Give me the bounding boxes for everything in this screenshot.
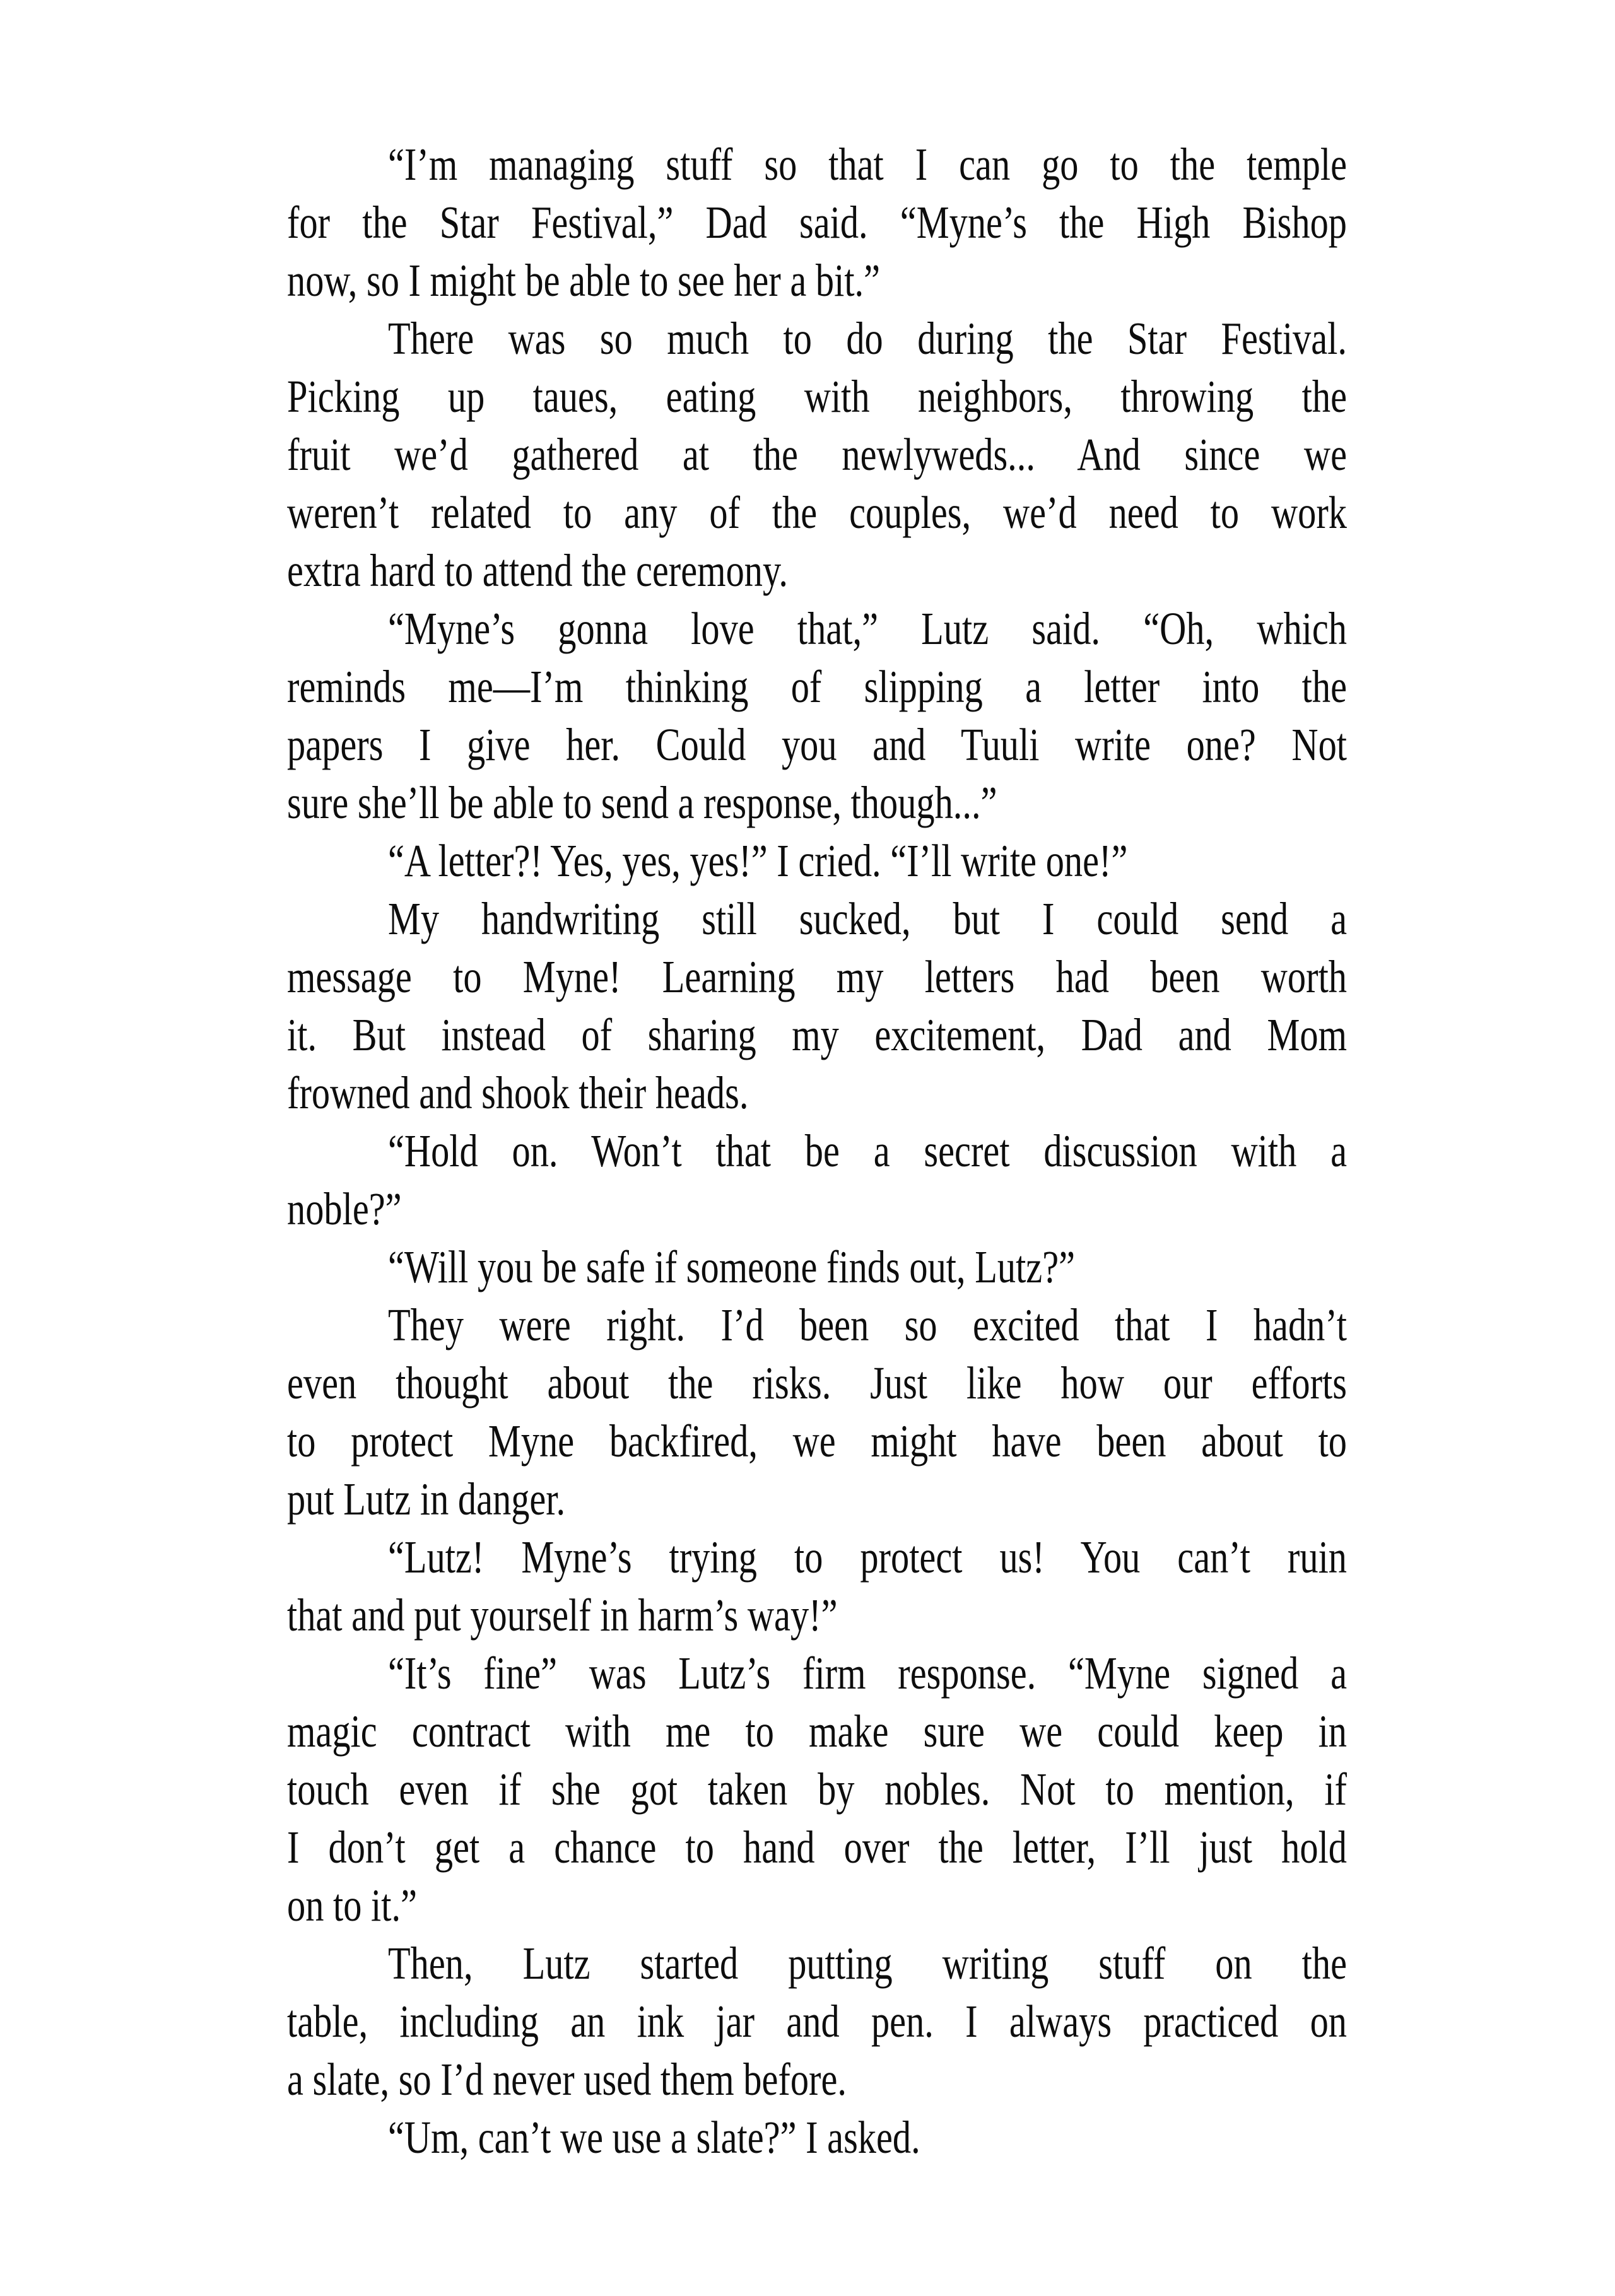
text-line: papers I give her. Could you and Tuuli write one? Not [287, 719, 1347, 770]
text-line: now, so I might be able to see her a bit.” [287, 255, 881, 306]
text-line: frowned and shook their heads. [287, 1067, 749, 1118]
text-line: “Lutz! Myne’s trying to protect us! You can’t ruin [388, 1532, 1347, 1583]
body-text [287, 136, 1347, 2167]
text-line: message to Myne! Learning my letters had been worth [287, 951, 1347, 1002]
text-line: for the Star Festival,” Dad said. “Myne’s the High Bishop [287, 197, 1347, 248]
text-line: on to it.” [287, 1880, 417, 1931]
text-line: Then, Lutz started putting writing stuff on the [388, 1938, 1347, 1989]
text-line: “It’s fine” was Lutz’s firm response. “Myne signed a [388, 1648, 1347, 1699]
text-line: even thought about the risks. Just like how our efforts [287, 1357, 1347, 1409]
text-line: Picking up taues, eating with neighbors, throwing the [287, 371, 1347, 422]
text-line: “Myne’s gonna love that,” Lutz said. “Oh, which [388, 603, 1347, 654]
text-line: table, including an ink jar and pen. I always practiced on [287, 1996, 1347, 2047]
text-line: sure she’ll be able to send a response, though...” [287, 777, 997, 828]
text-line: put Lutz in danger. [287, 1473, 566, 1525]
text-line: “Um, can’t we use a slate?” I asked. [388, 2112, 920, 2163]
text-line: “Will you be safe if someone finds out, Lutz?” [388, 1241, 1076, 1292]
text-line: that and put yourself in harm’s way!” [287, 1590, 838, 1641]
text-line: it. But instead of sharing my excitement, Dad and Mom [287, 1009, 1347, 1060]
text-line: reminds me—I’m thinking of slipping a letter into the [287, 661, 1347, 712]
text-line: a slate, so I’d never used them before. [287, 2054, 847, 2105]
text-line: fruit we’d gathered at the newlyweds... And since we [287, 429, 1347, 480]
text-line: to protect Myne backfired, we might have been about to [287, 1415, 1347, 1467]
text-line: They were right. I’d been so excited that I hadn’t [388, 1299, 1347, 1350]
text-line: “I’m managing stuff so that I can go to the temple [388, 139, 1347, 190]
text-line: I don’t get a chance to hand over the letter, I’ll just hold [287, 1822, 1347, 1873]
text-line: weren’t related to any of the couples, we’d need to work [287, 487, 1347, 538]
text-line: My handwriting still sucked, but I could send a [388, 893, 1347, 944]
text-line: noble?” [287, 1183, 402, 1234]
text-line: extra hard to attend the ceremony. [287, 545, 788, 596]
text-line: “A letter?! Yes, yes, yes!” I cried. “I’ll write one!” [388, 835, 1128, 886]
text-line: There was so much to do during the Star Festival. [388, 313, 1347, 364]
text-line: magic contract with me to make sure we could keep in [287, 1706, 1347, 1757]
text-line: “Hold on. Won’t that be a secret discussion with a [388, 1125, 1347, 1176]
text-line: touch even if she got taken by nobles. Not to mention, if [287, 1764, 1347, 1815]
